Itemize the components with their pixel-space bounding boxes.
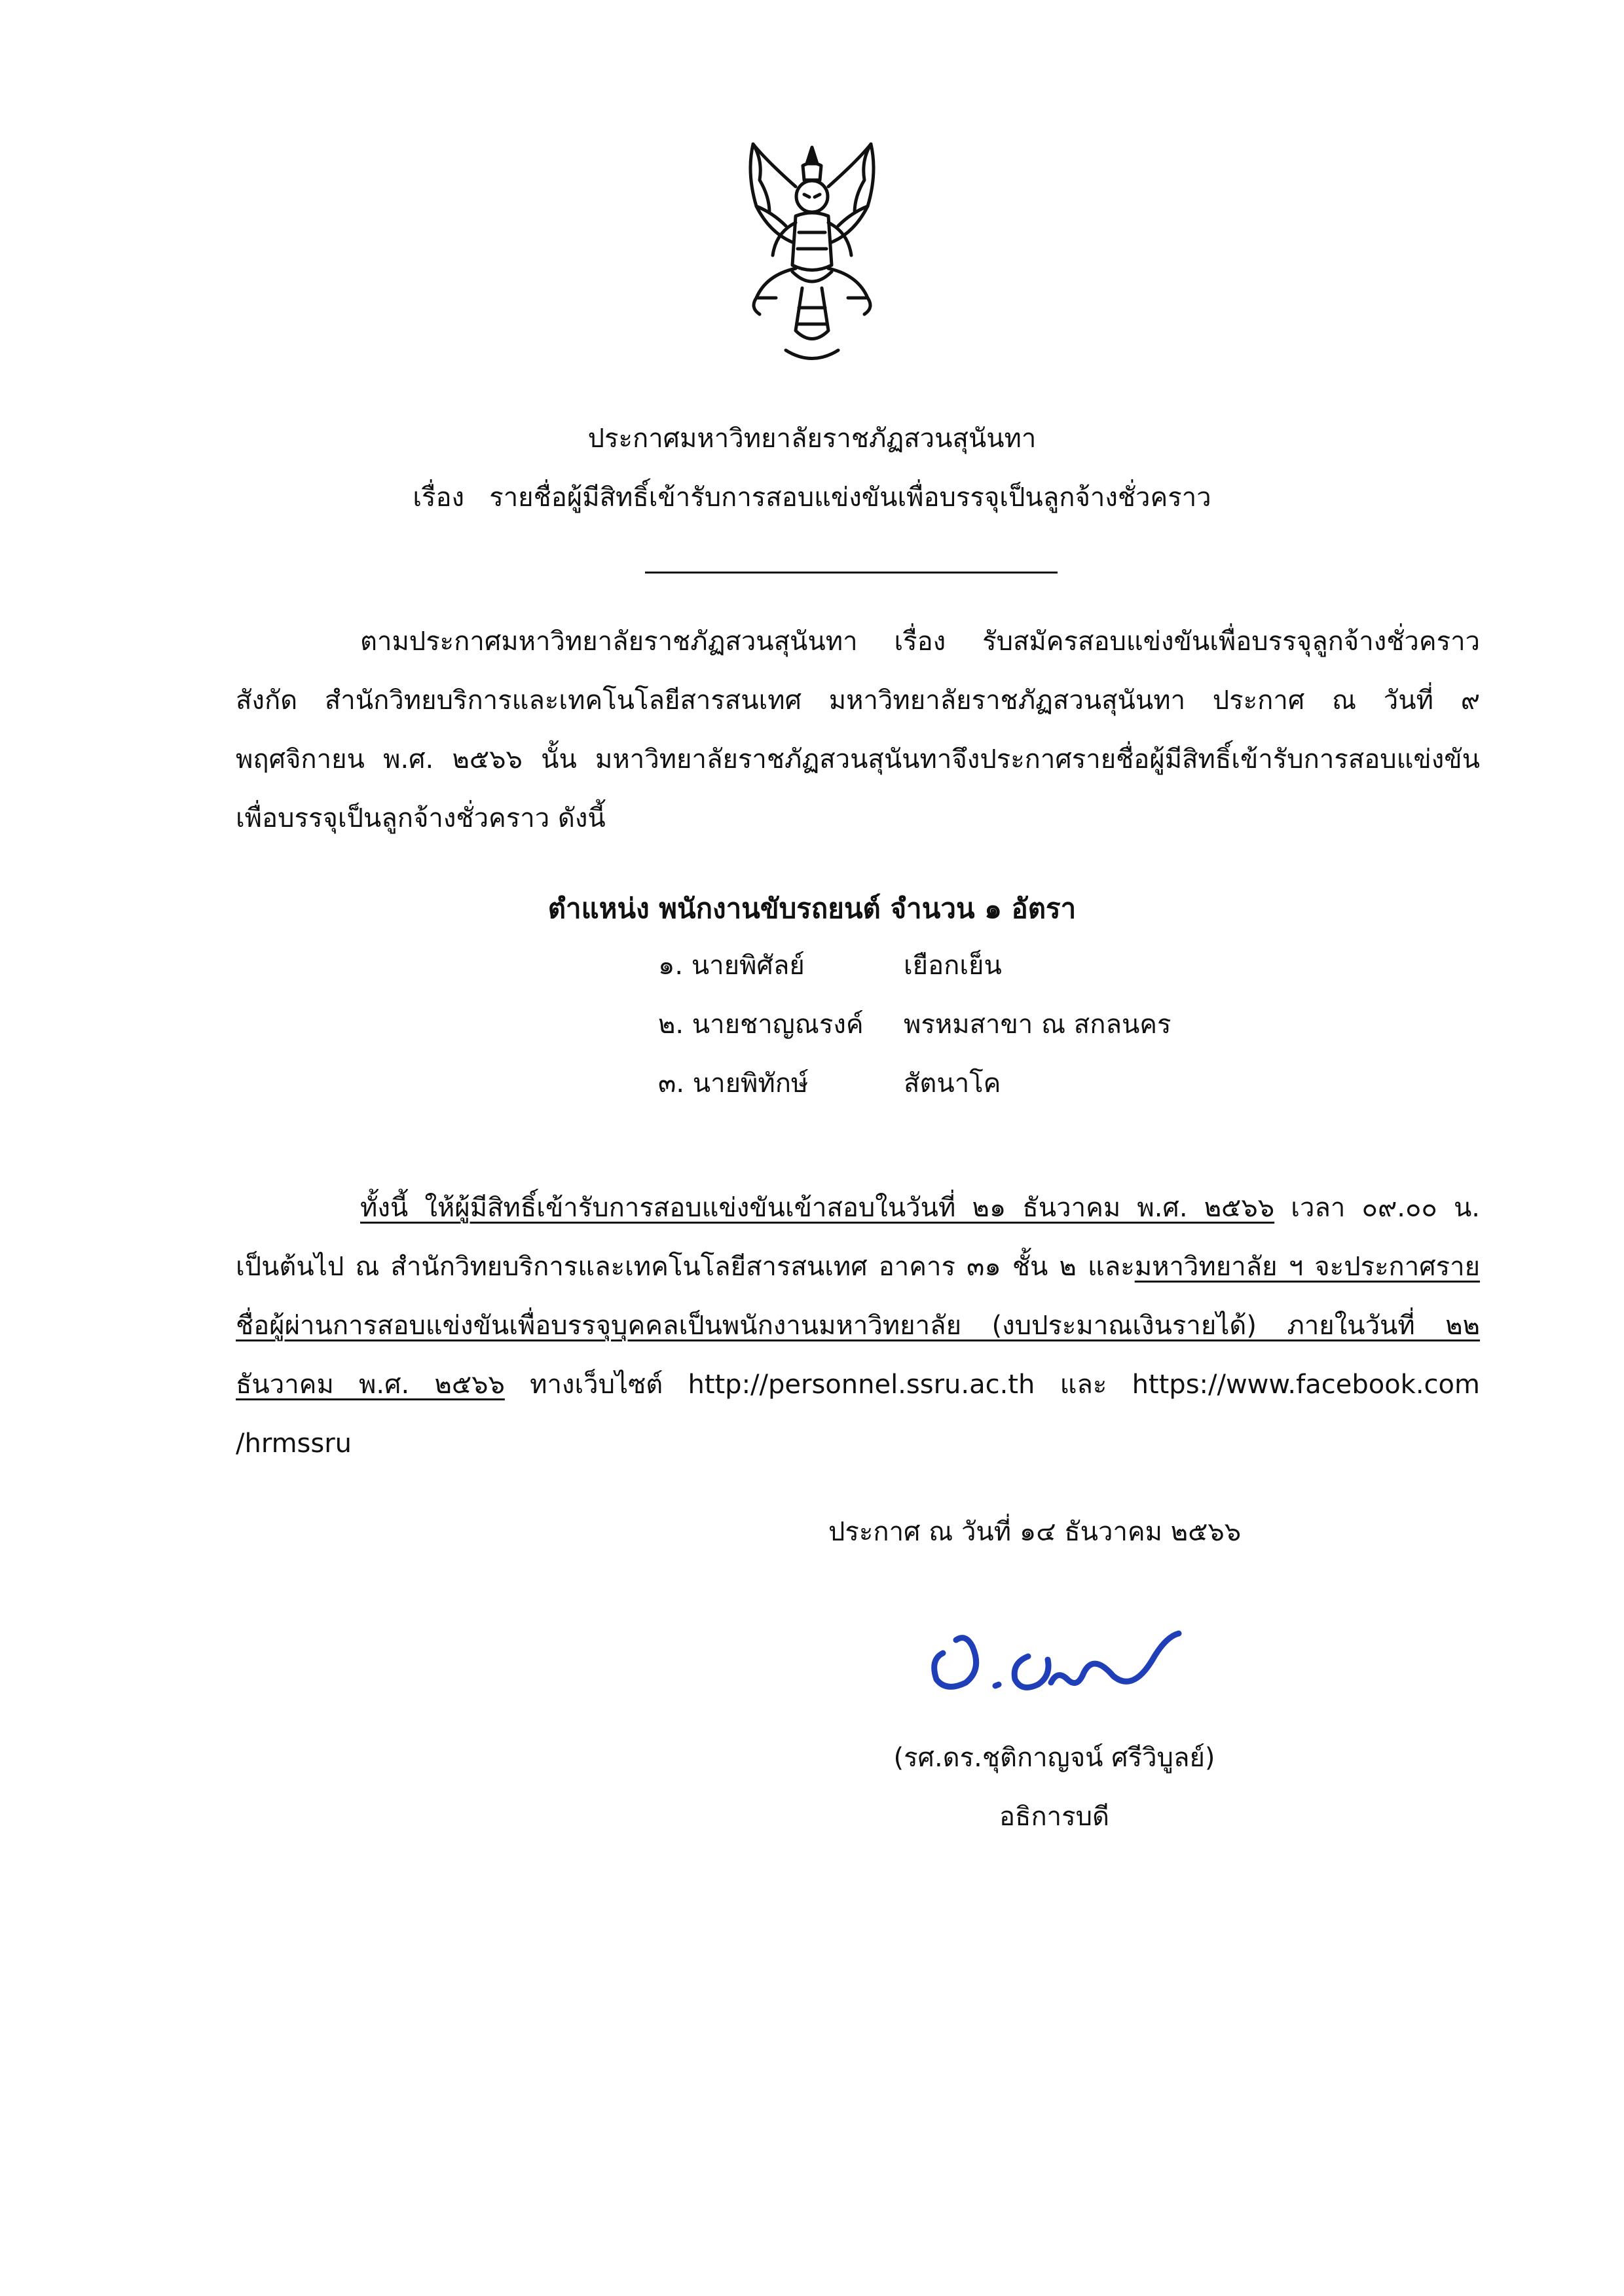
signature-image	[917, 1607, 1205, 1705]
candidate-name: ๑. นายพิศัลย์	[658, 951, 805, 981]
announcement-title: ประกาศมหาวิทยาลัยราชภัฏสวนสุนันทา	[587, 424, 1037, 454]
garuda-emblem-icon	[740, 134, 884, 370]
candidate-name: ๒. นายชาญณรงค์	[658, 1010, 864, 1040]
candidate-name: ๓. นายพิทักษ์	[658, 1068, 809, 1099]
subject-label: เรื่อง	[413, 483, 465, 513]
intro-paragraph: ตามประกาศมหาวิทยาลัยราชภัฏสวนสุนันทา เรื่อง รับสมัครสอบแข่งขันเพื่อบรรจุลูกจ้างชั่วคราว สังกัด สำนักวิทยบริการและเทคโนโลยีสารสนเทศ มหาวิทยาลัยราชภัฏสวนสุนันทา ประกาศ ณ วันที่ ๙ พฤศจิกายน พ.ศ. ๒๕๖๖ นั้น มหาวิทยาลัยราชภัฏสวนสุนันทาจึงประกาศรายชื่อผู้มีสิทธิ์เข้ารับการสอบแข่งขันเพื่อบรรจุเป็นลูกจ้างชั่วคราว ดังนี้	[236, 627, 1480, 833]
candidate-surname: เยือกเย็น	[904, 951, 1002, 981]
candidate-surname: พรหมสาขา ณ สกลนคร	[904, 1010, 1172, 1040]
results-announcement-text: มหาวิทยาลัย ฯ จะประกาศรายชื่อผู้ผ่านการสอบแข่งขันเพื่อบรรจุบุคคลเป็นพนักงานมหาวิทยาลัย (งบประมาณเงินรายได้) ภายในวันที่ ๒๒ ธันวาคม พ.ศ. ๒๕๖๖	[236, 1252, 1481, 1400]
exam-date-text: ทั้งนี้ ให้ผู้มีสิทธิ์เข้ารับการสอบแข่งขันเข้าสอบในวันที่ ๒๑ ธันวาคม พ.ศ. ๒๕๖๖	[360, 1193, 1275, 1223]
subject-text: รายชื่อผู้มีสิทธิ์เข้ารับการสอบแข่งขันเพื่อบรรจุเป็นลูกจ้างชั่วคราว	[489, 483, 1211, 513]
candidate-row	[658, 1064, 1001, 1103]
website-text: ทางเว็บไซต์ http://personnel.ssru.ac.th และ https://www.facebook.com /hrmssru	[236, 1370, 1480, 1459]
signer-name: (รศ.ดร.ชุติกาญจน์ ศรีวิบูลย์)	[893, 1743, 1215, 1773]
exam-paragraph	[236, 1178, 1480, 1473]
subject-line	[0, 478, 1624, 517]
candidate-row	[658, 946, 1002, 985]
title-divider	[645, 572, 1058, 574]
position-heading: ตำแหน่ง พนักงานขับรถยนต์ จำนวน ๑ อัตรา	[547, 892, 1077, 924]
announce-date: ประกาศ ณ วันที่ ๑๔ ธันวาคม ๒๕๖๖	[828, 1517, 1242, 1547]
candidate-surname: สัตนาโค	[904, 1068, 1001, 1099]
signer-title: อธิการบดี	[999, 1802, 1109, 1832]
candidate-row	[658, 1005, 1172, 1044]
exam-location-text: เวลา ๐๙.๐๐ น. เป็นต้นไป ณ สำนักวิทยบริการและเทคโนโลยีสารสนเทศ อาคาร ๓๑ ชั้น ๒ และ	[236, 1193, 1480, 1282]
